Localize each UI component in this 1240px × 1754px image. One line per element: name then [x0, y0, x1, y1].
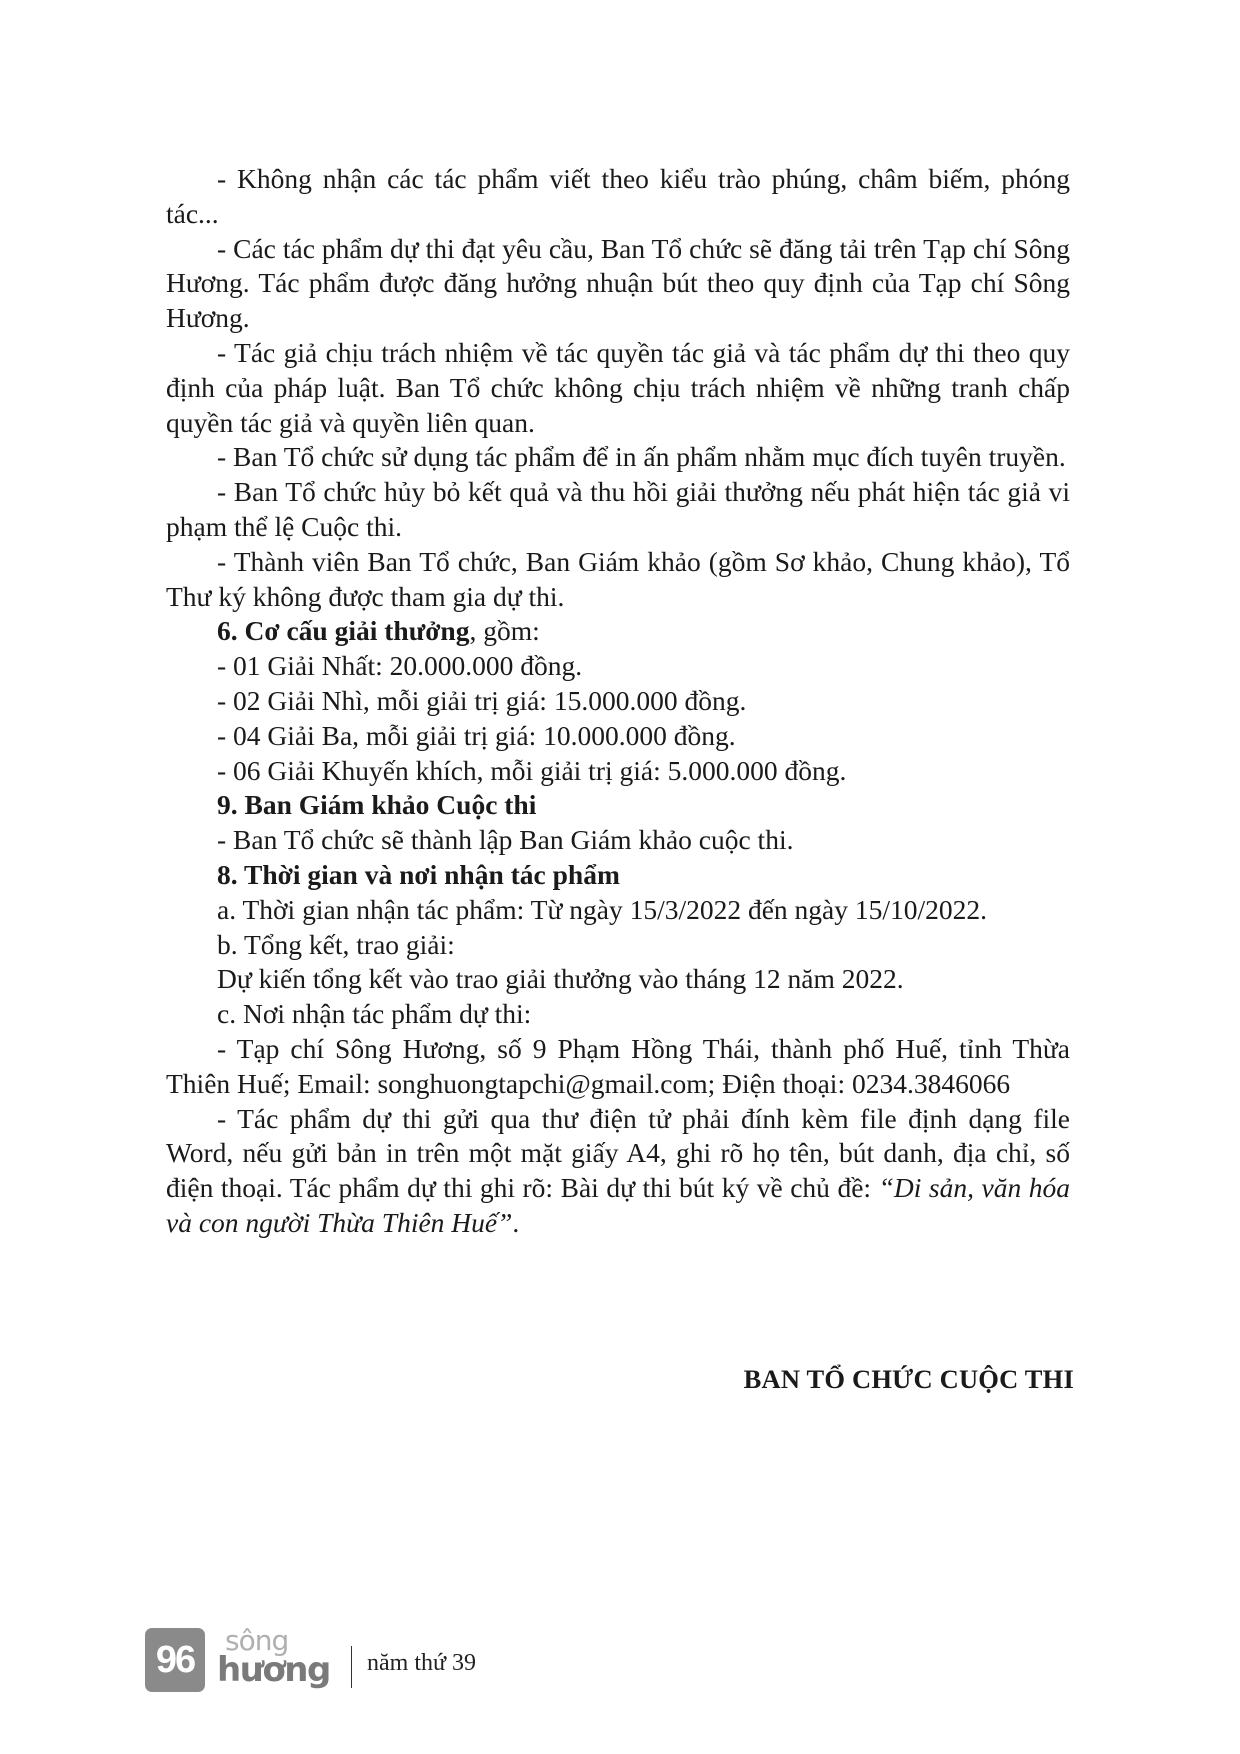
logo-top-text: sông — [225, 1624, 289, 1657]
prize-item: - 04 Giải Ba, mỗi giải trị giá: 10.000.000 đồng. — [217, 719, 736, 751]
footer-divider — [351, 1646, 352, 1688]
section-8-b: b. Tổng kết, trao giải: — [217, 928, 455, 960]
section-8-c-address: - Tạp chí Sông Hương, số 9 Phạm Hồng Thái, thành phố Huế, tỉnh Thừa Thiên Huế; Email: songhuongtapchi@gmail.com; Điện thoại: 0234.3846066 — [166, 1032, 1070, 1099]
section-8-b-text: Dự kiến tổng kết vào trao giải thưởng vào tháng 12 năm 2022. — [217, 963, 904, 995]
article-body — [166, 162, 1070, 1241]
submission-theme: “Di sản, văn hóa và con người Thừa Thiên Huế” — [166, 1172, 1070, 1238]
section-9-title: 9. Ban Giám khảo Cuộc thi — [217, 789, 537, 821]
section-6-heading — [166, 614, 1070, 649]
section-8-a: a. Thời gian nhận tác phẩm: Từ ngày 15/3/2022 đến ngày 15/10/2022. — [217, 893, 988, 925]
paragraph: - Không nhận các tác phẩm viết theo kiểu trào phúng, châm biếm, phóng tác... — [166, 163, 1070, 229]
paragraph: - Các tác phẩm dự thi đạt yêu cầu, Ban Tổ chức sẽ đăng tải trên Tạp chí Sông Hương. Tác phẩm được đăng hưởng nhuận bút theo quy định của Tạp chí Sông Hương. — [166, 232, 1070, 334]
page-number: 96 — [145, 1628, 205, 1692]
paragraph: - Thành viên Ban Tổ chức, Ban Giám khảo (gồm Sơ khảo, Chung khảo), Tổ Thư ký không được tham gia dự thi. — [166, 545, 1070, 612]
prize-item: - 02 Giải Nhì, mỗi giải trị giá: 15.000.000 đồng. — [217, 684, 747, 716]
magazine-logo — [215, 1624, 330, 1692]
logo-bottom-text: hương — [217, 1650, 330, 1690]
paragraph: - Ban Tổ chức sử dụng tác phẩm để in ấn phẩm nhằm mục đích tuyên truyền. — [217, 441, 1066, 473]
submission-text: - Tác phẩm dự thi gửi qua thư điện tử phải đính kèm file định dạng file Word, nếu gửi bản in trên một mặt giấy A4, ghi rõ họ tên, bút danh, địa chỉ, số điện thoại. Tác phẩm dự thi ghi rõ: Bài dự thi bút ký về chủ đề: — [166, 1102, 1070, 1204]
page-footer — [145, 1624, 645, 1692]
signature: BAN TỔ CHỨC CUỘC THI — [743, 1364, 1074, 1394]
section-9-text: - Ban Tổ chức sẽ thành lập Ban Giám khảo cuộc thi. — [217, 824, 794, 856]
submission-end: . — [512, 1206, 520, 1238]
section-8-title: 8. Thời gian và nơi nhận tác phẩm — [217, 858, 620, 890]
section-6-title: 6. Cơ cấu giải thưởng — [217, 615, 470, 647]
issue-label: năm thứ 39 — [367, 1650, 476, 1676]
section-8-c-submission — [166, 1102, 1070, 1241]
prize-item: - 06 Giải Khuyến khích, mỗi giải trị giá: 5.000.000 đồng. — [217, 754, 847, 786]
section-6-suffix: , gồm: — [469, 615, 540, 647]
paragraph: - Tác giả chịu trách nhiệm về tác quyền tác giả và tác phẩm dự thi theo quy định của pháp luật. Ban Tổ chức không chịu trách nhiệm về những tranh chấp quyền tác giả và quyền liên quan. — [166, 336, 1070, 438]
paragraph: - Ban Tổ chức hủy bỏ kết quả và thu hồi giải thưởng nếu phát hiện tác giả vi phạm thể lệ Cuộc thi. — [166, 476, 1070, 542]
prize-item: - 01 Giải Nhất: 20.000.000 đồng. — [217, 650, 583, 682]
section-8-c: c. Nơi nhận tác phẩm dự thi: — [217, 998, 532, 1030]
